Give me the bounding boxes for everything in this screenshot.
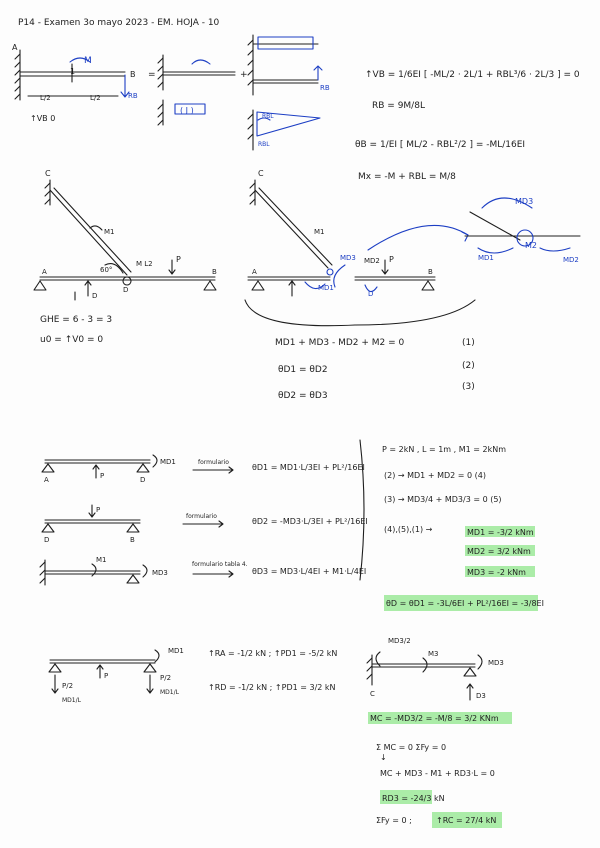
r3-line: (3) → MD3/4 + MD3/3 = 0 (5) [384,495,502,504]
label-RB-top: RB [128,92,138,100]
label-c-bot: C [370,690,375,698]
label-md3-bot: MD3 [488,659,504,667]
res-md3: MD3 = -2 kNm [467,568,526,577]
text: ( J ) [180,106,194,115]
label-B-frame: B [212,268,217,276]
label-60: 60° [100,266,113,274]
label-P-mid2: P [96,506,101,514]
label-P-bot: P [104,672,109,680]
theta-d3: θD3 = MD3·L/4EI + M1·L/4EI [252,567,367,576]
bot-ra: ↑RA = -1/2 kN ; ↑PD1 = -5/2 kN [208,649,338,658]
theta-d2: θD2 = -MD3·L/3EI + PL²/16EI [252,517,368,526]
label-RBL-2: RBL [258,141,270,148]
label-MD3-mid: MD3 [152,569,168,577]
eq-rb: RB = 9M/8L [372,101,425,111]
r2-line: (2) → MD1 + MD2 = 0 (4) [384,471,486,480]
label-B-top: B [130,70,136,79]
compat-eq2: θD1 = θD2 [278,365,328,375]
label-MD1-right: MD1 [318,284,334,292]
label-m3: M3 [428,650,439,658]
u0-eq: u0 = ↑V0 = 0 [40,335,104,345]
compat-eq1: MD1 + MD3 - MD2 + M2 = 0 [275,338,405,348]
bot-sum: Σ MC = 0 ΣFy = 0 [376,743,447,752]
data-line: P = 2kN , L = 1m , M1 = 2kNm [382,445,506,454]
label-A-frame: A [42,268,47,276]
label-MD1-node: MD1 [478,254,494,262]
compat-n1: (1) [462,338,475,348]
label-M1-right: M1 [314,228,325,236]
header-title: P14 - Examen 3o mayo 2023 - EM. HOJA - 10 [18,18,220,28]
label-MD1-mid: MD1 [160,458,176,466]
label-p2-left: P/2 [62,682,74,690]
bot-rd: ↑RD = -1/2 kN ; ↑PD1 = 3/2 kN [208,683,336,692]
label-P-mid1: P [100,472,105,480]
frame-right [245,180,475,326]
label-A-top: A [12,43,18,52]
text: ↓ [380,753,387,762]
label-ML2: M L2 [136,260,153,268]
bot-mc2: MC + MD3 - M1 + RD3·L = 0 [380,769,495,778]
label-D-reaction: D [92,292,98,300]
theta-d1: θD1 = MD1·L/3EI + PL²/16EI [252,463,365,472]
res-md2: MD2 = 3/2 kNm [467,547,531,556]
label-d3: D3 [476,692,486,700]
label-L2b: L/2 [90,94,101,102]
equals-sign-1: = [148,70,156,80]
eq-mx: Mx = -M + RBL = M/8 [358,172,456,182]
label-one: 1 [70,67,76,76]
label-P-left: P [176,255,181,264]
label-D-frame: D [123,286,129,294]
label-md1l-right: MD1/L [160,689,179,696]
label-md1l-left: MD1/L [62,697,81,704]
plus-sign-1: + [240,70,248,80]
bot-fy: ΣFy = 0 ; [376,816,412,825]
label-B-mid2: B [130,536,135,544]
label-C: C [45,169,51,178]
label-D-mid: D [140,476,146,484]
bot-rc: ↑RC = 27/4 kN [436,816,497,825]
label-md32: MD3/2 [388,637,411,645]
bot-rd3: RD3 = -24/3 kN [382,794,445,803]
bottom-right-beam [367,652,482,700]
label-D-mid2: D [44,536,50,544]
eq-vb: ↑VB = 1/6EI [ -ML/2 · 2L/1 + RBL³/6 · 2L/3 ] = 0 [365,70,580,80]
label-RB-right: RB [320,84,330,92]
label-M-top: M [84,56,92,66]
label-L2a: L/2 [40,94,51,102]
beam-top-mid [158,55,235,125]
label-B-right: B [428,268,433,276]
label-M1-mid: M1 [96,556,107,564]
label-p2-right: P/2 [160,674,172,682]
form-2: formulario [186,513,217,520]
frame-left [34,180,216,300]
form-3: formulario tabla 4. [192,561,248,568]
label-MD2-node: MD2 [563,256,579,264]
compat-eq3: θD2 = θD3 [278,391,328,401]
label-C-right: C [258,169,264,178]
label-A-mid: A [44,476,49,484]
label-v0: ↑VB 0 [30,114,56,123]
compat-n3: (3) [462,382,475,392]
label-MD2-right: MD2 [364,257,380,265]
label-MD3-node: MD3 [515,197,534,206]
label-P-right: P [389,255,394,264]
form-1: formulario [198,459,229,466]
label-M2-node: M2 [525,241,537,250]
bot-mc: MC = -MD3/2 = -M/8 = 3/2 KNm [370,714,499,723]
label-RBL-1: RBL [262,113,274,120]
label-MD1-bot: MD1 [168,647,184,655]
label-M1: M1 [104,228,115,236]
label-A-right: A [252,268,257,276]
label-D-right: D [368,290,374,298]
ghe-eq: GHE = 6 - 3 = 3 [40,315,113,325]
res-md1: MD1 = -3/2 kNm [467,528,534,537]
r4-line: (4),(5),(1) → [384,525,433,534]
node-detail [465,198,580,253]
compat-n2: (2) [462,361,475,371]
label-MD3-right: MD3 [340,254,356,262]
beam-top-right [248,35,322,150]
theta-final: θD = θD1 = -3L/6EI + PL²/16EI = -3/8EI [386,599,544,608]
eq-theta-b: θB = 1/EI [ ML/2 - RBL²/2 ] = -ML/16EI [355,140,526,150]
